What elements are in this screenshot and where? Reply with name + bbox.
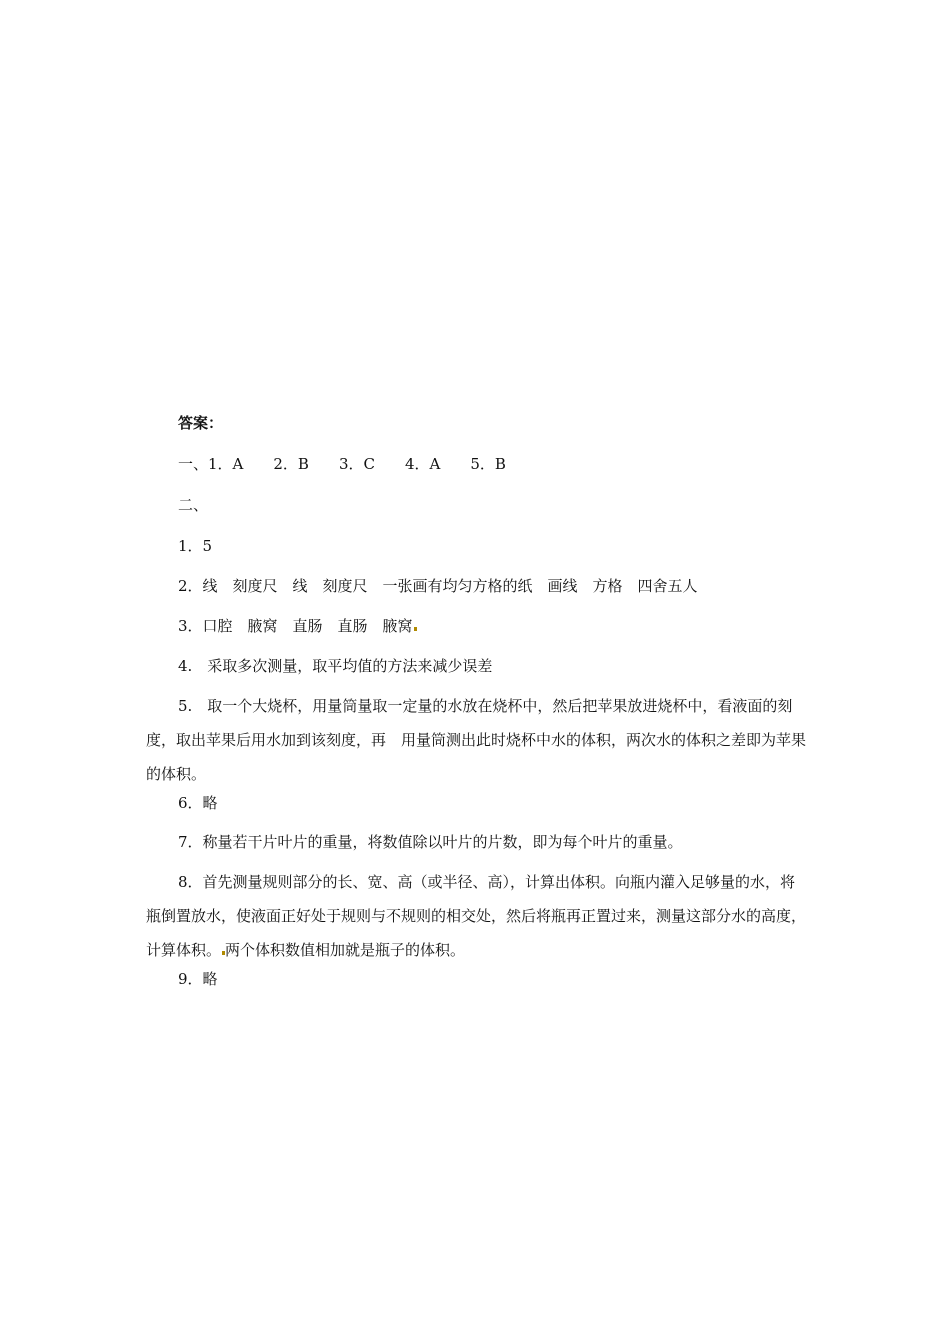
answer-item-1: 1．5 bbox=[178, 537, 213, 555]
answer-item-3 bbox=[178, 616, 417, 636]
answers-title: 答案： bbox=[178, 414, 224, 432]
answer-item-7: 7．称量若干片叶片的重量，将数值除以叶片的片数，即为每个叶片的重量。 bbox=[178, 833, 683, 851]
section-two-heading: 二、 bbox=[178, 496, 209, 514]
multiple-choice-answers: 一、1．A 2．B 3．C 4．A 5．B bbox=[178, 455, 506, 473]
answer-item-8 bbox=[146, 865, 808, 967]
answer-item-5: 5. 取一个大烧杯，用量筒量取一定量的水放在烧杯中，然后把苹果放进烧杯中，看液面的刻度，取出苹果后用水加到该刻度，再 用量筒测出此时烧杯中水的体积，两次水的体积之差即为苹果的体积。 bbox=[146, 697, 807, 783]
answer-item-8-part1: 8．首先测量规则部分的长、宽、高（或半径、高），计算出体积。向瓶内灌入足够量的水，将瓶倒置放水，使液面正好处于规则与不规则的相交处，然后将瓶再正置过来，测量这部分水的高度，计算体积。 bbox=[146, 873, 807, 959]
dot-mark-icon bbox=[414, 627, 417, 631]
answer-item-2: 2．线 刻度尺 线 刻度尺 一张画有均匀方格的纸 画线 方格 四舍五人 bbox=[178, 577, 698, 595]
answer-item-6: 6．略 bbox=[178, 794, 218, 812]
answer-item-8-part2: 两个体积数值相加就是瓶子的体积。 bbox=[225, 941, 466, 959]
answer-item-4: 4. 采取多次测量，取平均值的方法来减少误差 bbox=[178, 657, 493, 675]
answer-item-9: 9．略 bbox=[178, 970, 218, 988]
answer-item-3-text: 3．口腔 腋窝 直肠 直肠 腋窝 bbox=[178, 617, 413, 635]
